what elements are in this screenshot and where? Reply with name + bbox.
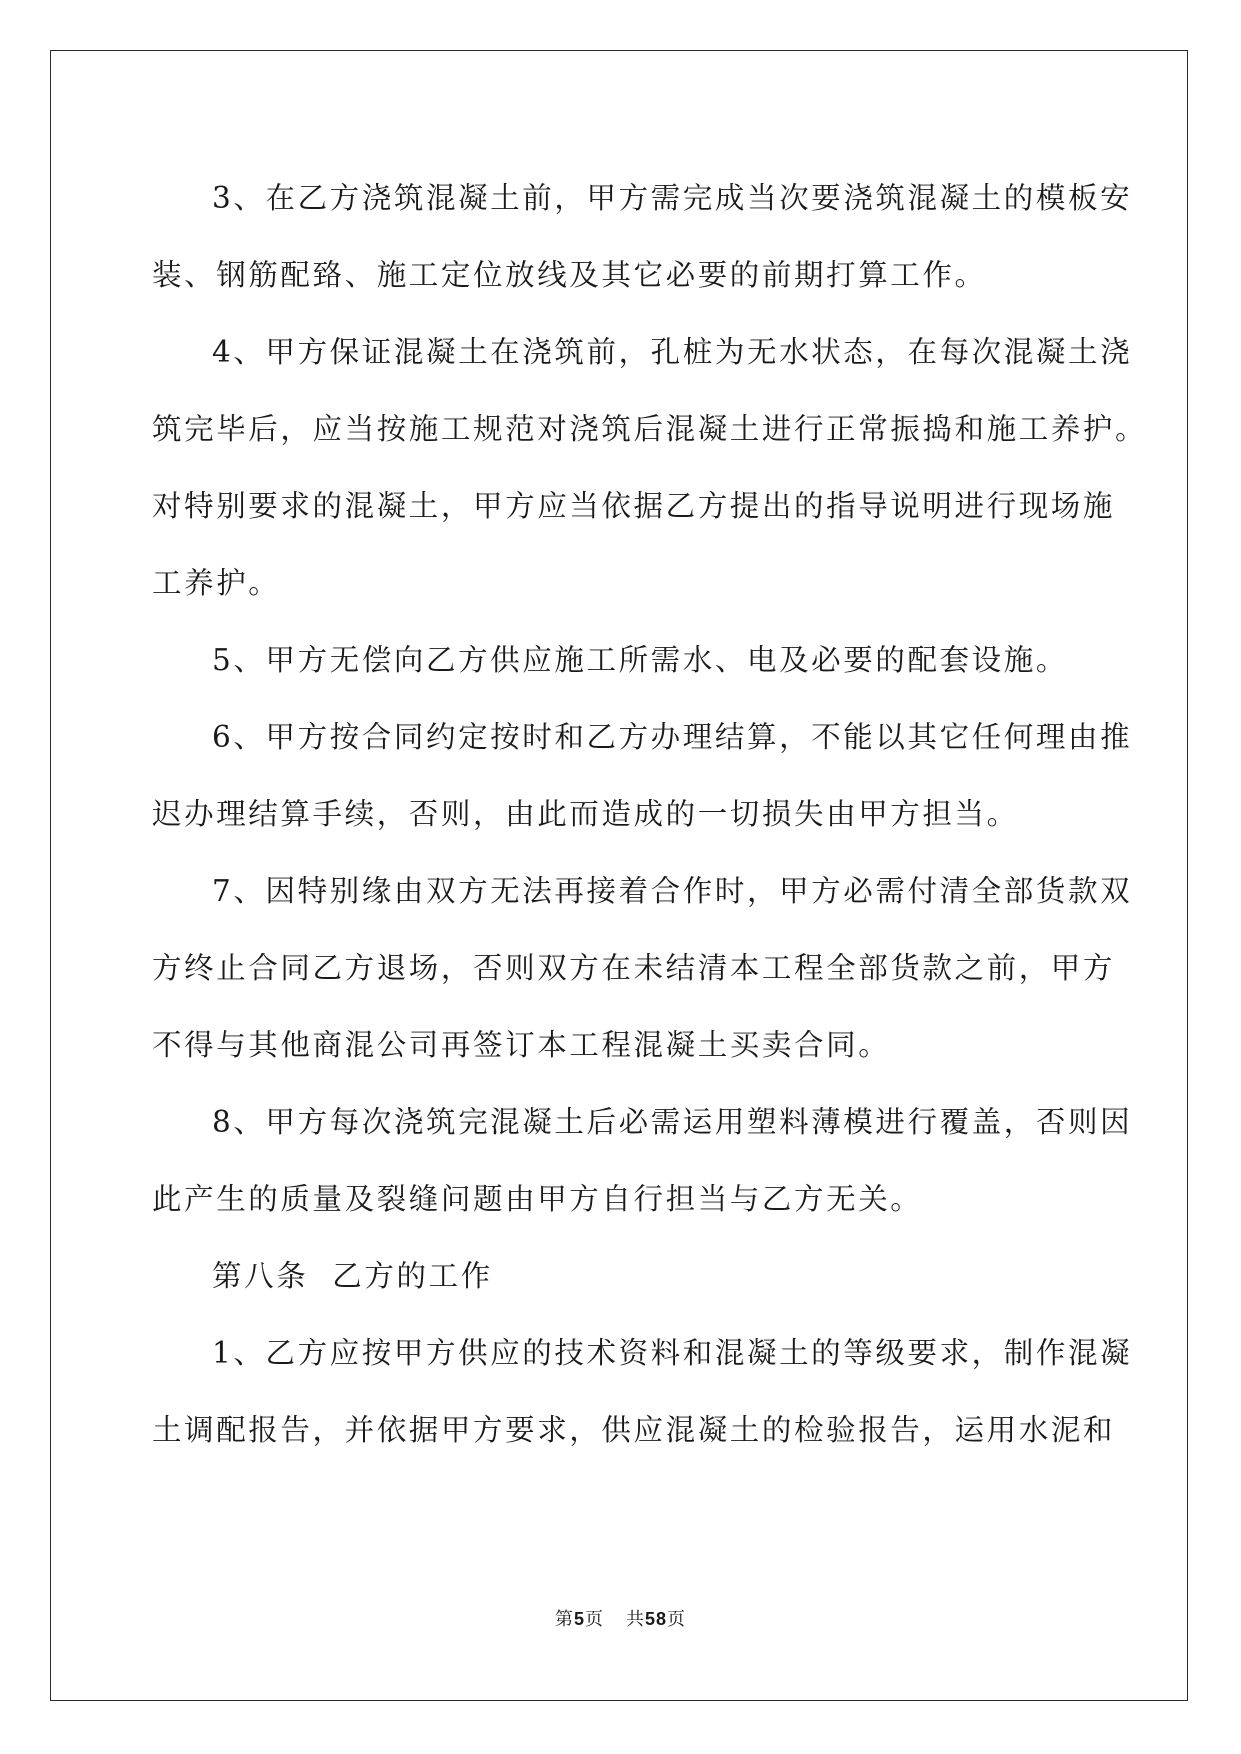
text-line: 工养护。 bbox=[152, 566, 281, 600]
page-footer bbox=[0, 1605, 1241, 1631]
footer-total-prefix: 共 bbox=[625, 1609, 645, 1630]
paragraph-5 bbox=[152, 622, 1087, 699]
document-body bbox=[152, 160, 1148, 1469]
text-line: 此产生的质量及裂缝问题由甲方自行担当与乙方无关。 bbox=[152, 1182, 923, 1216]
text-line: 8、甲方每次浇筑完混凝土后必需运用塑料薄模进行覆盖，否则因 bbox=[212, 1105, 1133, 1139]
footer-total-unit: 页 bbox=[667, 1609, 687, 1630]
text-line: 迟办理结算手续，否则，由此而造成的一切损失由甲方担当。 bbox=[152, 797, 1019, 831]
text-line: 第八条 乙方的工作 bbox=[212, 1259, 493, 1293]
footer-page-unit: 页 bbox=[584, 1609, 604, 1630]
footer-prefix: 第 bbox=[554, 1609, 574, 1630]
text-line: 3、在乙方浇筑混凝土前，甲方需完成当次要浇筑混凝土的模板安 bbox=[212, 181, 1133, 215]
text-line: 6、甲方按合同约定按时和乙方办理结算，不能以其它任何理由推 bbox=[212, 720, 1133, 754]
text-line: 装、钢筋配臵、施工定位放线及其它必要的前期打算工作。 bbox=[152, 258, 987, 292]
text-line: 筑完毕后，应当按施工规范对浇筑后混凝土进行正常振捣和施工养护。 bbox=[152, 412, 1148, 446]
text-line: 4、甲方保证混凝土在浇筑前，孔桩为无水状态，在每次混凝土浇 bbox=[212, 335, 1133, 369]
text-line: 不得与其他商混公司再签订本工程混凝土买卖合同。 bbox=[152, 1028, 891, 1062]
total-pages: 58 bbox=[644, 1609, 668, 1629]
text-line: 7、因特别缘由双方无法再接着合作时，甲方必需付清全部货款双 bbox=[212, 874, 1133, 908]
paragraph-7 bbox=[152, 853, 1133, 1084]
text-line: 5、甲方无偿向乙方供应施工所需水、电及必要的配套设施。 bbox=[212, 643, 1068, 677]
text-line: 对特别要求的混凝土，甲方应当依据乙方提出的指导说明进行现场施 bbox=[152, 489, 1116, 523]
paragraph-4 bbox=[152, 314, 1148, 622]
paragraph-3 bbox=[152, 160, 1133, 314]
paragraph-8 bbox=[152, 1084, 1133, 1238]
page-number: 5 bbox=[573, 1609, 585, 1629]
text-line: 土调配报告，并依据甲方要求，供应混凝土的检验报告，运用水泥和 bbox=[152, 1413, 1116, 1447]
paragraph-1 bbox=[152, 1315, 1133, 1469]
text-line: 1、乙方应按甲方供应的技术资料和混凝土的等级要求，制作混凝 bbox=[212, 1336, 1133, 1370]
section-heading bbox=[152, 1238, 1087, 1315]
text-line: 方终止合同乙方退场，否则双方在未结清本工程全部货款之前，甲方 bbox=[152, 951, 1116, 985]
paragraph-6 bbox=[152, 699, 1133, 853]
